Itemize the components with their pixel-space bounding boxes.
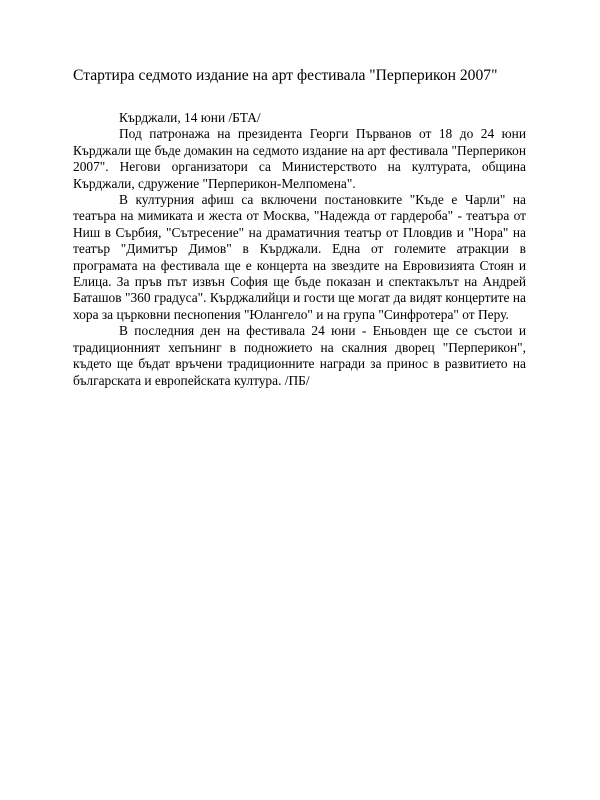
article-paragraph: В последния ден на фестивала 24 юни - Еньовден ще се състои и традиционният хепънинг в подножието на скалния дворец "Перперикон", където ще бъдат връчени традиционните награди за принос в развитието на българската и европейската култура. /ПБ/ — [73, 323, 526, 388]
article-dateline: Кърджали, 14 юни /БТА/ — [119, 110, 261, 125]
article-paragraph: Под патронажа на президента Георги Първанов от 18 до 24 юни Кърджали ще бъде домакин на седмото издание на арт фестивала "Перперикон 2007". Негови организатори са Министерството на културата, община Кърджали, сдружение "Перперикон-Мелпомена". — [73, 126, 526, 191]
article-paragraph: В културния афиш са включени постановките "Къде е Чарли" на театъра на мимиката и жеста от Москва, "Надежда от гардероба" - театъра от Ниш в Сърбия, "Сътресение" на драматичния театър от Пловдив и "Нора" на театър "Димитър Димов" в Кърджали. Една от големите атракции в програмата на фестивала ще е концерта на звездите на Евровизията Стоян и Елица. За пръв път извън София ще бъде показан и спектакълът на Андрей Баташов "360 градуса". Кърджалийци и гости ще могат да видят концертите на хора за църковни песнопения "Юлангело" и на група "Синфротера" от Перу. — [73, 192, 526, 322]
article-title: Стартира седмото издание на арт фестивала "Перперикон 2007" — [73, 67, 498, 84]
article-body — [73, 110, 526, 389]
